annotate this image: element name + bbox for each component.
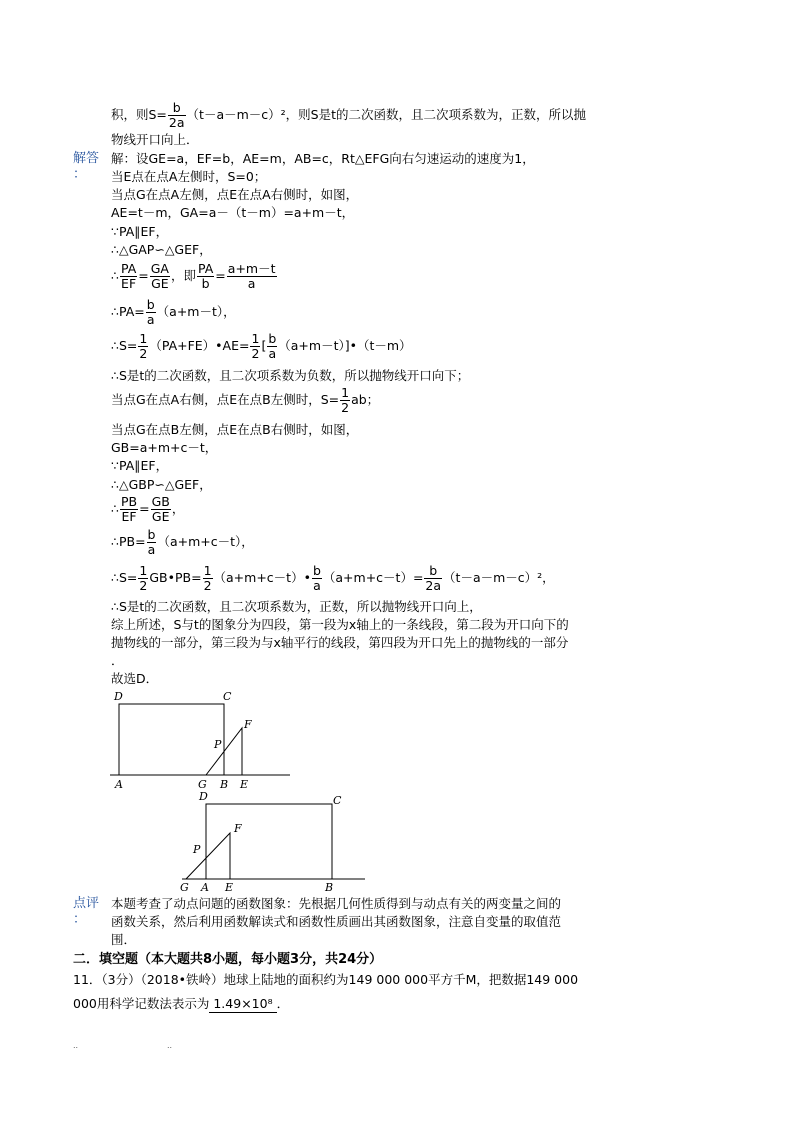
- fraction-line: ∴PA= $\frac{b}{a}$ （a+m－t），: [111, 297, 236, 327]
- comment-label: 点评: [73, 896, 100, 911]
- label-c: C: [333, 794, 342, 807]
- fraction: $\frac{b}{a}$: [312, 563, 321, 593]
- solution-label-colon: ：: [73, 167, 87, 182]
- answer-blank: 1.49×10⁸: [209, 996, 276, 1013]
- text-line: ∵PA∥EF，: [111, 458, 169, 473]
- text-line: 本题考查了动点问题的函数图象：先根据几何性质得到与动点有关的两变量之间的: [111, 896, 562, 911]
- question-11-line2: 000用科学记数法表示为 1.49×10⁸ ．: [73, 996, 290, 1011]
- fraction: $\frac{b}{a}$: [146, 297, 155, 327]
- fraction: $\frac{PA}{EF}$: [120, 261, 137, 291]
- label-a: A: [115, 778, 123, 791]
- geometry-figure-1: [105, 688, 305, 793]
- fraction: $\frac{PA}{b}$: [198, 261, 214, 291]
- comment-label-colon: ：: [73, 912, 87, 927]
- fraction: $\frac{b}{2a}$: [425, 563, 442, 593]
- text-line: 解：设GE=a，EF=b，AE=m，AB=c，Rt△EFG向右匀速运动的速度为1，: [111, 151, 535, 166]
- text-line: 积，则S= $\frac{b}{2a}$ （t－a－m－c）²，则S是t的二次函数，且二次项系数为，正数，所以抛: [111, 100, 587, 130]
- label-g: G: [180, 881, 189, 893]
- text-line: GB=a+m+c－t，: [111, 440, 218, 455]
- footer-right: ..: [167, 1041, 173, 1050]
- fraction: $\frac{a+m-t}{a}$: [227, 261, 276, 291]
- solution-label: 解答: [73, 151, 100, 166]
- label-d: D: [114, 690, 123, 703]
- fraction-line: 当点G在点A右侧，点E在点B左侧时，S= $\frac{1}{2}$ ab；: [111, 385, 380, 415]
- text-line: 函数关系，然后利用函数解读式和函数性质画出其函数图象，注意自变量的取值范: [111, 914, 562, 929]
- fraction: $\frac{1}{2}$: [139, 331, 148, 361]
- text-line: ∴△GAP∽△GEF，: [111, 242, 212, 257]
- label-e: E: [225, 881, 234, 893]
- fraction: $\frac{1}{2}$: [341, 385, 350, 415]
- section-heading: 二．填空题（本大题共8小题，每小题3分，共24分）: [73, 952, 383, 967]
- fraction: $\frac{1}{2}$: [203, 563, 212, 593]
- text-line: 当E点在点A左侧时，S=0；: [111, 169, 267, 184]
- fraction-line: ∴S= $\frac{1}{2}$ （PA+FE）•AE= $\frac{1}{2}$ [ $\frac{b}{a}$ （a+m－t）]•（t－m）: [111, 331, 412, 361]
- fraction: $\frac{b}{a}$: [268, 331, 277, 361]
- text-line: ∴S是t的二次函数，且二次项系数为，正数，所以抛物线开口向上，: [111, 599, 482, 614]
- label-g: G: [198, 778, 207, 791]
- rectangle-abcd: [119, 704, 224, 775]
- fraction-line: ∴S= $\frac{1}{2}$ GB•PB= $\frac{1}{2}$ （a+m+c－t）• $\frac{b}{a}$ （a+m+c－t）= $\frac{b}{2a}$ （t－a－m－c）²，: [111, 563, 555, 593]
- fraction: $\frac{b}{2a}$: [168, 100, 185, 130]
- triangle-gef: [186, 833, 230, 879]
- text-line: 当点G在点A左侧，点E在点A右侧时，如图，: [111, 187, 359, 202]
- label-c: C: [223, 690, 232, 703]
- label-p: P: [193, 843, 201, 856]
- fraction: $\frac{GA}{GE}$: [150, 261, 169, 291]
- question-11: 11．（3分）（2018•铁岭）地球上陆地的面积约为149 000 000平方千M，把数据149 000: [73, 972, 579, 987]
- text-line: ．: [111, 653, 124, 668]
- label-p: P: [214, 738, 222, 751]
- text-line: 抛物线的一部分，第三段为与x轴平行的线段，第四段为开口先上的抛物线的一部分: [111, 635, 569, 650]
- fraction-line: ∴ $\frac{PB}{EF}$ = $\frac{GB}{GE}$ ，: [111, 494, 185, 524]
- text-line: 围．: [111, 932, 137, 947]
- fraction: $\frac{b}{a}$: [147, 527, 156, 557]
- label-b: B: [220, 778, 229, 791]
- text-line: 综上所述，S与t的图象分为四段，第一段为x轴上的一条线段，第二段为开口向下的: [111, 617, 569, 632]
- footer-left: ..: [73, 1041, 79, 1050]
- label-a: A: [201, 881, 209, 893]
- label-f: F: [234, 822, 242, 835]
- text-line: 当点G在点B左侧，点E在点B右侧时，如图，: [111, 422, 359, 437]
- fraction: $\frac{PB}{EF}$: [120, 494, 138, 524]
- text-line: ∴△GBP∽△GEF，: [111, 477, 212, 492]
- fraction-line: ∴ $\frac{PA}{EF}$ = $\frac{GA}{GE}$ ，即 $\frac{PA}{b}$ = $\frac{a+m-t}{a}$: [111, 261, 276, 291]
- label-f: F: [244, 718, 252, 731]
- label-d: D: [199, 790, 208, 803]
- text-line: ∵PA∥EF，: [111, 224, 169, 239]
- label-b: B: [325, 881, 334, 893]
- fraction-line: ∴PB= $\frac{b}{a}$ （a+m+c－t），: [111, 527, 254, 557]
- label-e: E: [240, 778, 249, 791]
- text-line: AE=t－m，GA=a－（t－m）=a+m－t，: [111, 205, 355, 220]
- fraction: $\frac{1}{2}$: [139, 563, 148, 593]
- text-line: 故选D．: [111, 671, 159, 686]
- rectangle-abcd: [206, 804, 332, 879]
- geometry-figure-2: [170, 788, 370, 893]
- fraction: $\frac{1}{2}$: [251, 331, 260, 361]
- text-line: 物线开口向上．: [111, 132, 199, 147]
- text-line: ∴S是t的二次函数，且二次项系数为负数，所以抛物线开口向下；: [111, 368, 470, 383]
- fraction: $\frac{GB}{GE}$: [151, 494, 170, 524]
